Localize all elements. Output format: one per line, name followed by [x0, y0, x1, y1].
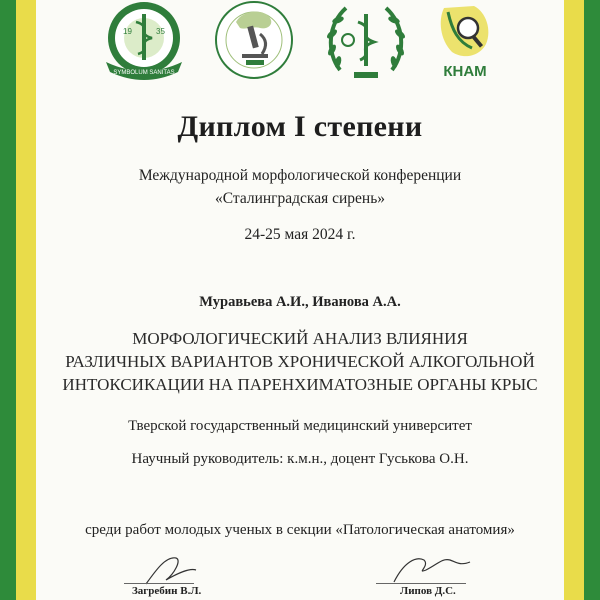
right-border-yellow: [564, 0, 584, 600]
emblem-ribbon-text: SYMBOLUM SANITAS: [113, 70, 175, 76]
signatory-right-name: Липов Д.С.: [400, 585, 456, 597]
signatory-left-name: Загребин В.Л.: [132, 585, 202, 597]
topic-line2: РАЗЛИЧНЫХ ВАРИАНТОВ ХРОНИЧЕСКОЙ АЛКОГОЛЬНОЙ: [65, 352, 535, 371]
supervisor: Научный руководитель: к.м.н., доцент Гуськова О.Н.: [131, 451, 469, 467]
logo-row: [36, 0, 564, 82]
emblem-year-left: 19: [123, 27, 132, 36]
signature-line-left: [124, 583, 194, 584]
knam-logo-text: КНАМ: [443, 63, 487, 80]
knam-logo-icon: [428, 0, 502, 82]
caduceus-laurel-emblem-icon: [318, 0, 414, 82]
diploma-title: Диплом I степени: [177, 110, 423, 143]
conference-name-line1: Международной морфологической конференции: [138, 167, 462, 184]
conference-name-line2: «Сталинградская сирень»: [214, 190, 386, 207]
diploma-document: [36, 0, 564, 600]
left-border-yellow: [16, 0, 36, 600]
section-line: среди работ молодых ученых в секции «Патологическая анатомия»: [85, 522, 515, 538]
microscope-society-emblem-icon: [212, 0, 296, 82]
right-border-green: [584, 0, 600, 600]
topic-line3: ИНТОКСИКАЦИИ НА ПАРЕНХИМАТОЗНЫЕ ОРГАНЫ КРЫС: [62, 375, 538, 394]
conference-dates: 24-25 мая 2024 г.: [244, 226, 356, 243]
signature-left-handwritten: [136, 550, 206, 590]
university: Тверской государственный медицинский университет: [128, 418, 472, 434]
symbolum-sanitas-emblem-icon: [96, 0, 192, 82]
emblem-year-right: 35: [156, 27, 165, 36]
signature-line-right: [376, 583, 466, 584]
left-border-green: [0, 0, 16, 600]
authors: Муравьева А.И., Иванова А.А.: [199, 294, 401, 310]
topic-line1: МОРФОЛОГИЧЕСКИЙ АНАЛИЗ ВЛИЯНИЯ: [132, 329, 468, 348]
